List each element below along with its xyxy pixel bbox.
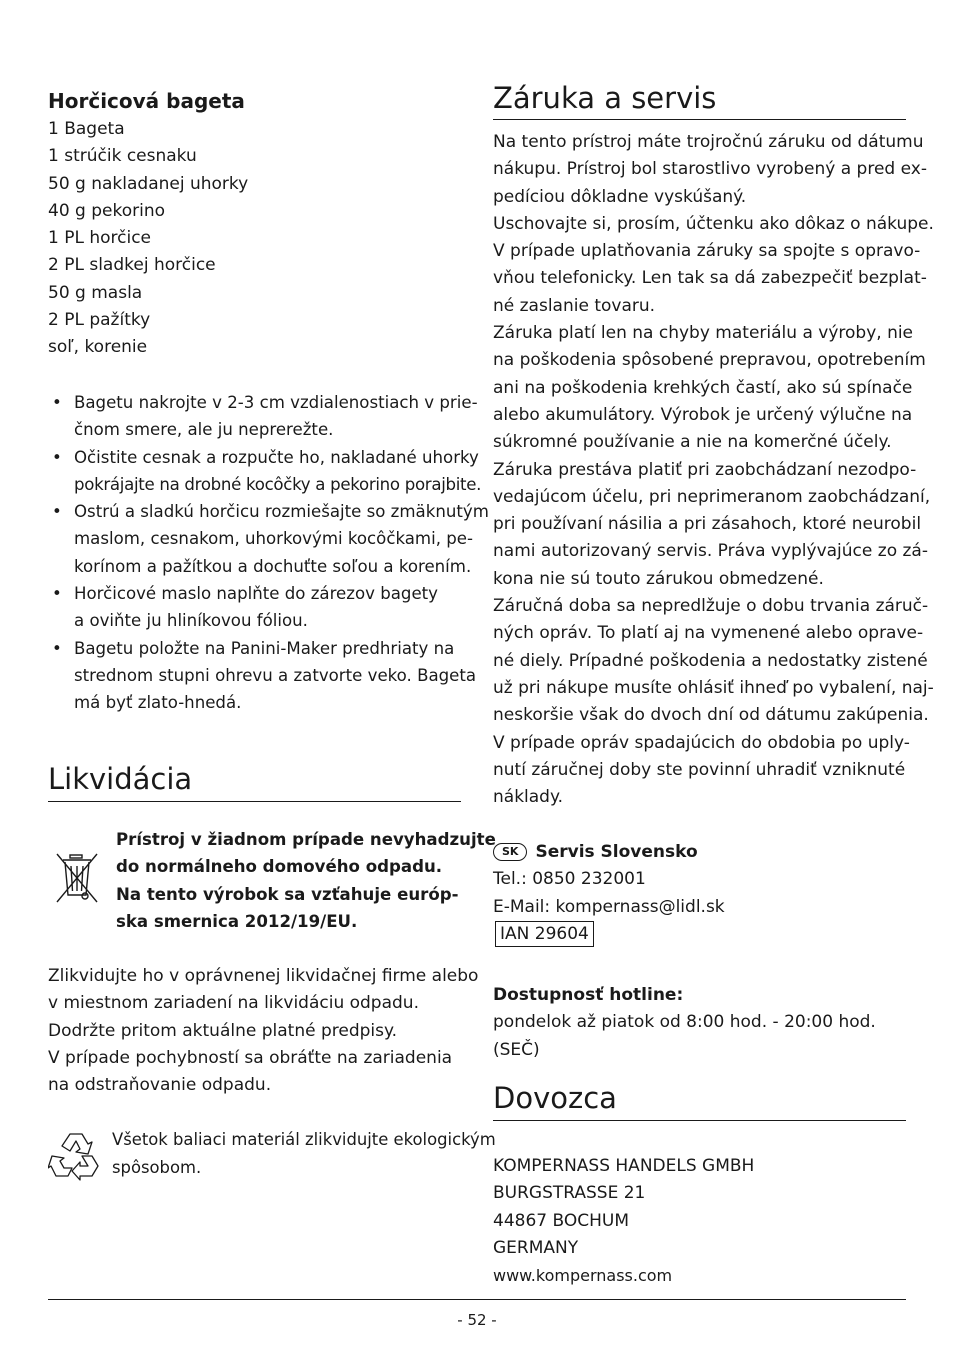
importer-heading: Dovozca [493, 1081, 617, 1115]
step-line: strednom stupni ohrevu a zatvorte veko. Bageta [74, 665, 477, 685]
step-line: pokrájajte na drobné kocôčky a pekorino porajbite. [74, 474, 482, 494]
disposal-line: Dodržte pritom aktuálne platné predpisy. [48, 1020, 398, 1041]
country-badge: SK [493, 843, 527, 861]
warranty-line: alebo akumulátory. Výrobok je určený výlučne na [493, 404, 913, 425]
notice-line: do normálneho domového odpadu. [116, 857, 443, 877]
ingredient-item: 40 g pekorino [48, 200, 166, 221]
ingredient-list [48, 116, 248, 362]
ingredient-item: 2 PL sladkej horčice [48, 255, 216, 276]
step-line: Ostrú a sladkú horčicu rozmiešajte so zmäknutým [74, 502, 489, 522]
heading-divider [48, 801, 461, 802]
warranty-text [493, 129, 934, 811]
disposal-line: v miestnom zariadení na likvidáciu odpadu. [48, 993, 419, 1014]
step-line: Bagetu nakrojte v 2-3 cm vzdialenostiach v prie- [74, 393, 478, 412]
ian-line [493, 921, 725, 948]
service-name: Servis Slovensko [535, 842, 698, 862]
warranty-line: V prípade opráv spadajúcich do obdobia po uply- [493, 732, 910, 753]
ingredient-item: 1 Bageta [48, 119, 125, 139]
bullet: • [52, 502, 62, 522]
packaging-line: Všetok baliaci materiál zlikvidujte ekologickým [112, 1130, 496, 1149]
heading-divider [493, 119, 906, 120]
address-line: 44867 BOCHUM [493, 1210, 629, 1231]
ingredient-item: 1 PL horčice [48, 228, 152, 249]
footer-divider [48, 1299, 906, 1300]
warranty-line: Uschovajte si, prosím, účtenku ako dôkaz o nákupe. [493, 213, 934, 234]
service-contact [493, 839, 725, 948]
warranty-line: vedajúcom účelu, pri neprimeranom zaobchádzaní, [493, 486, 931, 507]
warranty-line: vňou telefonicky. Len tak sa dá zabezpečiť bezplat- [493, 268, 927, 289]
disposal-line: V prípade pochybností sa obráťte na zariadenia [48, 1047, 453, 1068]
disposal-heading: Likvidácia [48, 762, 193, 796]
notice-line: ska smernica 2012/19/EU. [116, 911, 358, 931]
warranty-line: Záruka platí len na chyby materiálu a výroby, nie [493, 323, 914, 344]
warranty-line: pedíciou dôkladne vyskúšaný. [493, 186, 747, 207]
step-line: maslom, cesnakom, uhorkovými kocôčkami, pe- [74, 529, 473, 549]
warranty-line: né zaslanie tovaru. [493, 295, 656, 316]
hotline-hours: pondelok až piatok od 8:00 hod. - 20:00 hod. [493, 1012, 876, 1033]
hotline-zone: (SEČ) [493, 1039, 540, 1060]
warranty-line: V prípade uplatňovania záruky sa spojte s opravo- [493, 241, 921, 262]
crossed-bin-icon [54, 851, 100, 909]
warranty-line: Záruka prestáva platiť pri zaobchádzaní nezodpo- [493, 459, 917, 480]
step-line: Horčicové maslo naplňte do zárezov bagety [74, 584, 438, 604]
hotline-info [493, 982, 876, 1064]
notice-line: Na tento výrobok sa vzťahuje európ- [116, 884, 459, 904]
disposal-line: na odstraňovanie odpadu. [48, 1075, 272, 1096]
hotline-label: Dostupnosť hotline: [493, 985, 684, 1005]
warranty-line: nami autorizovaný servis. Práva vyplývajúce zo zá- [493, 541, 928, 562]
heading-divider [493, 1120, 906, 1121]
warranty-line: náklady. [493, 787, 564, 808]
step-item [48, 580, 461, 635]
warranty-line: Na tento prístroj máte trojročnú záruku od dátumu [493, 132, 924, 152]
step-item [48, 389, 478, 444]
warranty-line: pri používaní násilia a pri zásahoch, ktoré neurobil [493, 514, 922, 535]
service-tel: Tel.: 0850 232001 [493, 869, 646, 890]
address-line: KOMPERNASS HANDELS GMBH [493, 1156, 755, 1176]
service-title-line [493, 839, 725, 866]
recycle-icon [48, 1126, 104, 1186]
warranty-line: už pri nákupe musíte ohlásiť ihneď po vybalení, naj- [493, 677, 934, 698]
ingredient-item: soľ, korenie [48, 337, 148, 358]
ingredient-item: 50 g masla [48, 282, 143, 303]
warranty-line: nutí záručnej doby ste povinní uhradiť vzniknuté [493, 759, 906, 780]
recipe-steps [48, 389, 489, 717]
step-line: čnom smere, ale ju neprerežte. [74, 420, 334, 440]
importer-address [493, 1153, 754, 1289]
warranty-heading: Záruka a servis [493, 81, 717, 115]
warranty-line: né diely. Prípadné poškodenia a nedostatky zistené [493, 650, 928, 671]
warranty-line: kona nie sú touto zárukou obmedzené. [493, 568, 824, 589]
step-line: korínom a pažítkou a dochuťte soľou a korením. [74, 556, 472, 576]
website: www.kompernass.com [493, 1266, 673, 1286]
disposal-notice [116, 826, 496, 935]
warranty-line: nákupu. Prístroj bol starostlivo vyrobený a pred ex- [493, 159, 927, 180]
step-line: Očistite cesnak a rozpučte ho, nakladané uhorky [74, 447, 479, 467]
warranty-line: na poškodenia spôsobené prepravou, opotrebením [493, 350, 926, 371]
bullet: • [52, 584, 62, 604]
recipe-title: Horčicová bageta [48, 89, 245, 113]
warranty-line: ných opráv. To platí aj na vymenené alebo oprave- [493, 623, 924, 644]
bullet: • [52, 393, 62, 412]
step-item [48, 635, 477, 717]
ingredient-item: 50 g nakladanej uhorky [48, 173, 249, 194]
notice-line: Prístroj v žiadnom prípade nevyhadzujte [116, 830, 496, 849]
service-email: E-Mail: kompernass@lidl.sk [493, 896, 725, 917]
step-line: má byť zlato-hnedá. [74, 693, 242, 713]
packaging-disposal-text [112, 1126, 496, 1182]
ingredient-item: 1 strúčik cesnaku [48, 146, 197, 167]
warranty-line: ani na poškodenia krehkých častí, ako sú spínače [493, 377, 913, 398]
bullet: • [52, 447, 62, 467]
ian-box: IAN 29604 [495, 921, 594, 947]
warranty-line: neskoršie však do dvoch dní od dátumu zakúpenia. [493, 705, 929, 726]
step-line: a oviňte ju hliníkovou fóliou. [74, 611, 308, 631]
ingredient-item: 2 PL pažítky [48, 310, 151, 331]
address-line: BURGSTRASSE 21 [493, 1183, 646, 1204]
warranty-line: Záručná doba sa nepredlžuje o dobu trvania záruč- [493, 596, 929, 617]
warranty-line: súkromné používanie a nie na komerčné účely. [493, 432, 892, 453]
step-line: Bagetu položte na Panini-Maker predhriaty na [74, 638, 455, 658]
page-number: - 52 - [457, 1311, 497, 1329]
packaging-line: spôsobom. [112, 1158, 202, 1177]
step-item [48, 444, 482, 499]
address-line: GERMANY [493, 1237, 579, 1258]
disposal-text [48, 963, 478, 1099]
bullet: • [52, 638, 62, 658]
disposal-line: Zlikvidujte ho v oprávnenej likvidačnej firme alebo [48, 966, 479, 986]
step-item [48, 498, 489, 580]
